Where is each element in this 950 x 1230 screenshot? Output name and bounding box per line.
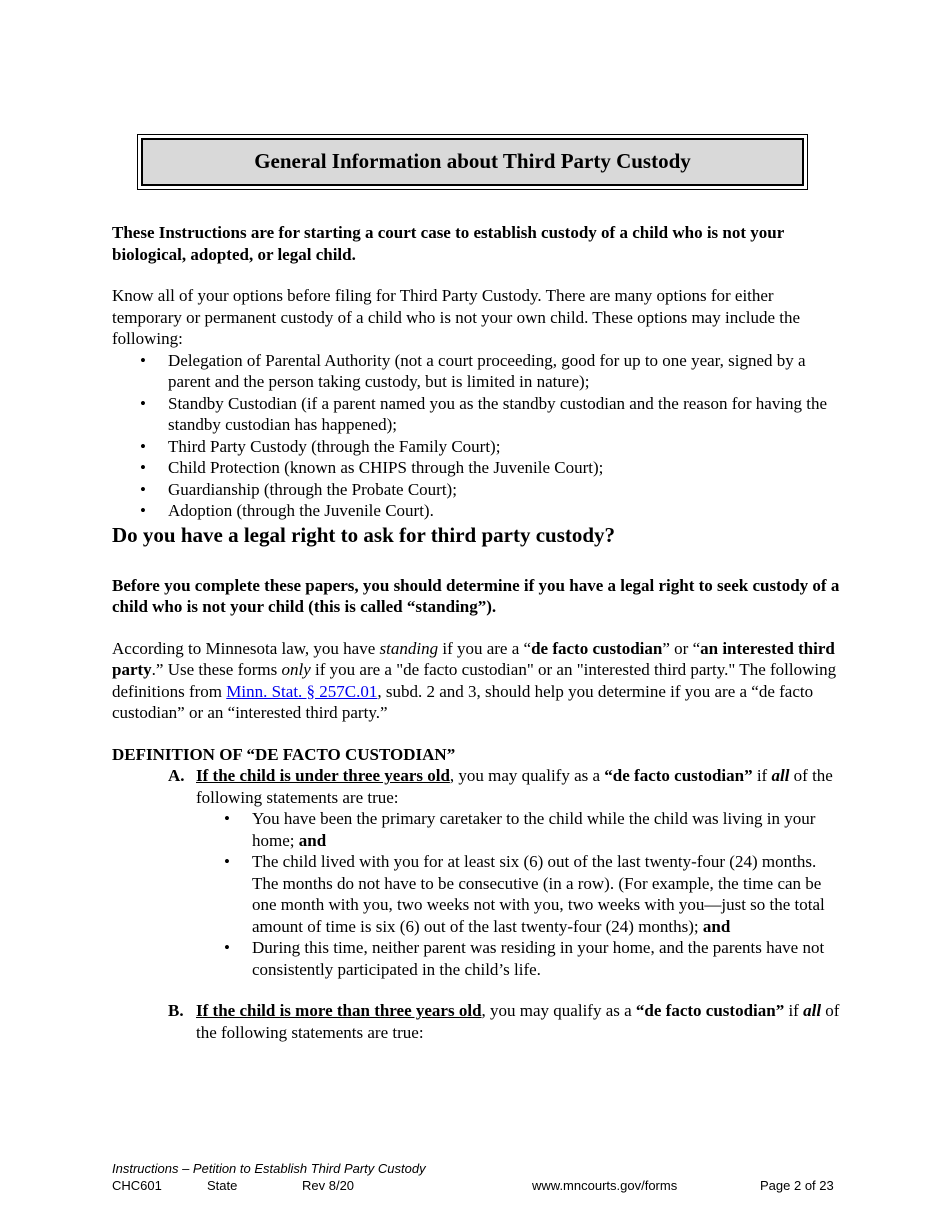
page-title: General Information about Third Party Custody [254, 149, 691, 174]
list-item: • Guardianship (through the Probate Court); [140, 479, 457, 499]
law-paragraph: According to Minnesota law, you have standing if you are a “de facto custodian” or “an interested third party.” Use these forms only if you are a "de facto custodian" or an "interested third party." The following definitions from Minn. Stat. § 257C.01, subd. 2 and 3, should help you determine if you are a “de facto custodian” or an “interested third party.” [112, 638, 837, 722]
definition-heading: DEFINITION OF “DE FACTO CUSTODIAN” [112, 744, 456, 764]
form-revision: Rev 8/20 [302, 1178, 355, 1193]
footer-title: Instructions – Petition to Establish Third Party Custody [112, 1161, 426, 1176]
standing-note: Before you complete these papers, you should determine if you have a legal right to seek custody of a child who is not your child (this is called “standing”). [112, 575, 840, 616]
list-item: • The child lived with you for at least six (6) out of the last twenty-four (24) months. The months do not have to be consecutive (in a row). (For example, the time can be one month with you, two weeks not with you, two weeks with you—just so the total amount of time is six (6) out of the last twenty-four (24) months); and [224, 852, 825, 936]
definition-a-list [112, 808, 840, 980]
item-letter: A. [168, 766, 185, 785]
options-list [112, 350, 840, 522]
list-item: • You have been the primary caretaker to the child while the child was living in your home; and [224, 809, 816, 850]
bullet-icon: • [140, 479, 146, 499]
form-code: CHC601 [112, 1178, 162, 1193]
item-letter: B. [168, 1001, 184, 1020]
bullet-icon: • [140, 393, 146, 413]
statute-link[interactable]: Minn. Stat. § 257C.01 [226, 681, 378, 701]
section-heading: Do you have a legal right to ask for third party custody? [112, 522, 616, 547]
definition-a: A. If the child is under three years old, you may qualify as a “de facto custodian” if all of the following statements are true: [168, 766, 833, 807]
bullet-icon: • [140, 458, 146, 477]
bullet-icon: • [224, 809, 230, 828]
bullet-icon: • [140, 350, 146, 370]
form-state: State [207, 1178, 238, 1193]
bullet-icon: • [140, 501, 146, 520]
list-item: • Delegation of Parental Authority (not a court proceeding, good for up to one year, signed by a parent and the person taking custody, but is limited in nature); [140, 350, 806, 391]
bullet-icon: • [140, 436, 146, 456]
list-item: • Third Party Custody (through the Family Court); [140, 436, 501, 456]
intro-paragraph: These Instructions are for starting a court case to establish custody of a child who is not your biological, adopted, or legal child. [112, 223, 784, 264]
title-box [137, 134, 808, 190]
options-intro: Know all of your options before filing for Third Party Custody. There are many options for either temporary or permanent custody of a child who is not your own child. These options may include the following: [112, 286, 801, 348]
list-item: • Adoption (through the Juvenile Court). [140, 501, 434, 520]
page-number: Page 2 of 23 [760, 1178, 834, 1193]
bullet-icon: • [224, 852, 230, 871]
definition-b: B. If the child is more than three years old, you may qualify as a “de facto custodian” if all of the following statements are true: [168, 1001, 840, 1042]
forms-url: www.mncourts.gov/forms [532, 1178, 678, 1193]
bullet-icon: • [224, 938, 230, 957]
page-footer [112, 1160, 840, 1194]
list-item: • Child Protection (known as CHIPS through the Juvenile Court); [140, 458, 604, 477]
list-item: • During this time, neither parent was residing in your home, and the parents have not consistently participated in the child’s life. [224, 938, 825, 979]
document-body [112, 222, 840, 1043]
list-item: • Standby Custodian (if a parent named you as the standby custodian and the reason for having the standby custodian has happened); [140, 393, 828, 434]
